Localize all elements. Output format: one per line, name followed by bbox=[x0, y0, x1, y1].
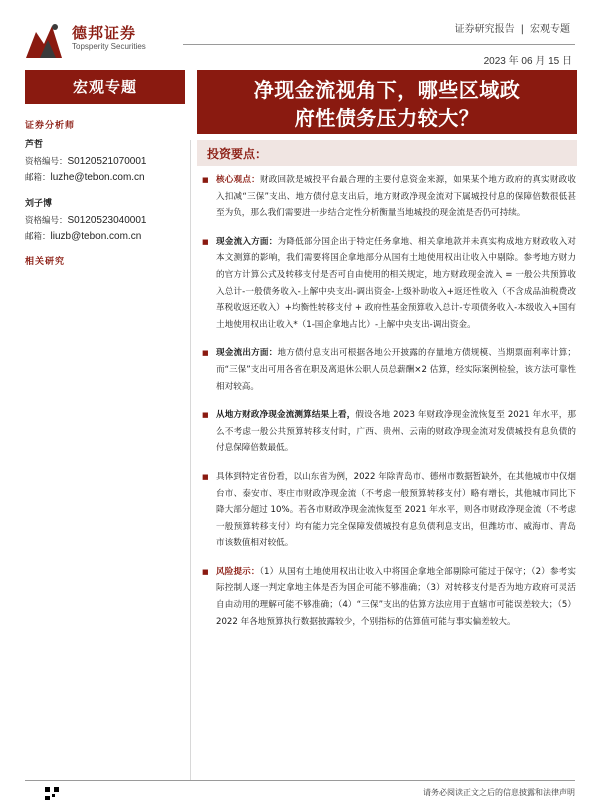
category-band: 宏观专题 bbox=[25, 70, 185, 104]
bullet-text: 地方债付息支出可根据各地公开披露的存量地方债规模、当期票面利率计算；而“三保”支出可用各省在职及离退休公职人员总薪酬×2 估算，经实际案例检验，该方法可靠性相对较高。 bbox=[216, 348, 576, 392]
report-title bbox=[197, 76, 577, 132]
bullet-lead: 从地方财政净现金流测算结果上看， bbox=[216, 410, 356, 421]
qr-code-icon bbox=[45, 787, 59, 800]
brand-logo-icon bbox=[22, 18, 66, 62]
report-date: 2023 年 06 月 15 日 bbox=[483, 56, 572, 67]
email-label: 邮箱： bbox=[25, 173, 51, 183]
analyst-email bbox=[25, 170, 190, 186]
email-address[interactable]: luzhe@tebon.com.cn bbox=[50, 172, 145, 183]
bullet-lead: 现金流出方面： bbox=[216, 348, 278, 359]
summary-heading-bar bbox=[197, 140, 577, 166]
report-category: 宏观专题 bbox=[530, 24, 570, 35]
summary-heading: 投资要点： bbox=[207, 147, 268, 161]
report-title-line-1: 净现金流视角下，哪些区域政 bbox=[253, 78, 521, 102]
report-header-meta bbox=[455, 20, 570, 35]
cert-label: 资格编号： bbox=[25, 216, 68, 226]
analyst-cert bbox=[25, 154, 190, 170]
bullet-lead: 核心观点： bbox=[216, 175, 260, 185]
summary-bullet bbox=[200, 172, 576, 222]
cert-number: S0120523040001 bbox=[67, 215, 147, 226]
analyst-panel bbox=[25, 118, 190, 255]
column-divider bbox=[190, 140, 191, 780]
bullet-text: （1）从国有土地使用权出让收入中将国企拿地全部剔除可能过于保守；（2）参考实际控制人逐一判定拿地主体是否为国企可能不够准确；（3）对转移支付是否为地方政府可灵活自由动用的理解可能不够准确；（4）“三保”支出的估算方法应用于直辖市可能误差较大；（5）2022 年各地预算执行数据披露较少，个别指标的估算值可能与事实偏差较大。 bbox=[216, 566, 576, 627]
analyst-entry bbox=[25, 137, 190, 186]
summary-content bbox=[200, 172, 576, 630]
bullet-lead: 风险提示： bbox=[216, 566, 260, 577]
email-label: 邮箱： bbox=[25, 232, 51, 242]
cert-number: S0120521070001 bbox=[67, 156, 147, 167]
cert-label: 资格编号： bbox=[25, 157, 68, 167]
bullet-text: 为降低部分国企出于特定任务拿地、相关拿地款并未真实构成地方财政收入对本文测算的影响，我们需要将国企拿地部分从国有土地使用权出让收入中剔除。参考地方财力的官方计算公式及转移支付是否可自由使用的相关规定，地方财政现金流入 = 一般公共预算收入总计-一般债务收入-上解中央支出-调出资金-上级补助收入+返还性收入（不含成品油税费改革税收返还收入）+均衡性转移支付 + 政府性基金预算收入总计-专项债务收入-本级收入+国有土地使用权出让收入*（1-国企拿地占比）-上解中央支出-调出资金。 bbox=[216, 236, 576, 330]
footer-divider bbox=[25, 780, 575, 781]
brand-name-en: Topsperity Securities bbox=[72, 42, 146, 51]
summary-bullet bbox=[200, 407, 576, 457]
header-separator: | bbox=[520, 24, 524, 35]
bullet-text: 具体到特定省份看，以山东省为例，2022 年除青岛市、德州市数据暂缺外，在其他城市中仅烟台市、泰安市、枣庄市财政净现金流（不考虑一般预算转移支付）略有增长，其他城市同比下降大部分超过 10%。若各市财政净现金流恢复至 2021 年水平，则各市财政净现金流（不考虑一般预算转移支付）均有能力完全保障发债城投有息负债利息支出，但潍坊市、威海市、青岛市该数值相对较低。 bbox=[216, 471, 576, 549]
summary-bullet bbox=[200, 234, 576, 334]
analyst-name: 芦哲 bbox=[25, 140, 44, 150]
brand-name: 德邦证券 bbox=[72, 24, 137, 42]
summary-bullet bbox=[200, 564, 576, 630]
analyst-entry bbox=[25, 196, 190, 245]
bullet-text: 财政回款是城投平台最合理的主要付息资金来源，如果某个地方政府的真实财政收入扣减“三保”支出、地方债付息支出后，地方财政净现金流对下属城投付息的保障倍数很低甚至为负，那么我们需要进一步结合定性分析衡量当地城投的现金流是否仍可持续。 bbox=[216, 175, 576, 219]
email-address[interactable]: liuzb@tebon.com.cn bbox=[50, 231, 142, 242]
bullet-text: 假设各地 2023 年财政净现金流恢复至 2021 年水平，那么不考虑一般公共预算转移支付时，广西、贵州、云南的财政净现金流对发债城投有息负债的付息保障倍数最低。 bbox=[216, 410, 576, 454]
report-title-line-2: 府性债务压力较大？ bbox=[294, 106, 480, 130]
summary-bullet bbox=[200, 345, 576, 395]
analyst-name: 刘子博 bbox=[25, 199, 53, 209]
analyst-cert bbox=[25, 213, 190, 229]
analyst-email bbox=[25, 229, 190, 245]
title-band bbox=[197, 70, 577, 134]
report-type: 证券研究报告 bbox=[454, 24, 515, 35]
bullet-lead: 现金流入方面： bbox=[216, 236, 278, 247]
analysts-heading: 证券分析师 bbox=[25, 121, 76, 131]
summary-bullet bbox=[200, 469, 576, 552]
disclaimer-note: 请务必阅读正文之后的信息披露和法律声明 bbox=[423, 788, 575, 797]
related-research-heading: 相关研究 bbox=[25, 257, 66, 267]
brand-logo bbox=[22, 18, 162, 62]
header-divider bbox=[183, 44, 575, 45]
